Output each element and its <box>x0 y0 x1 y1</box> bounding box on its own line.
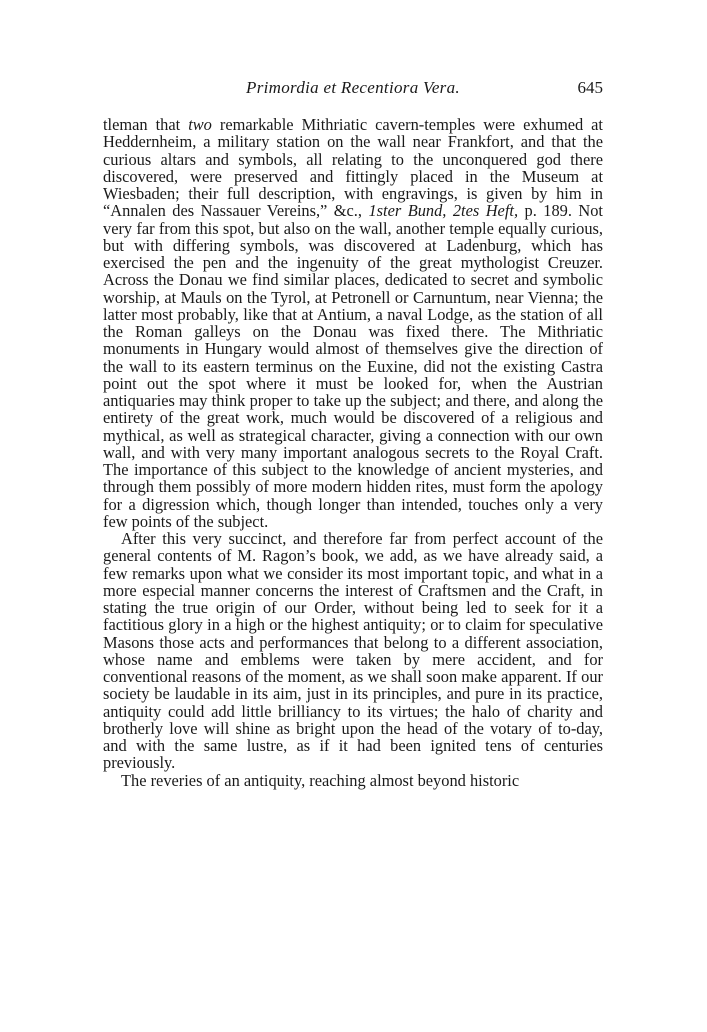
text-run: p. 189. Not very far from this spot, but also on the wall, another temple equally curious, but with differing symbols, was discovered at Ladenburg, which has exercised the pen and the ingenuity of the great mythologist Creuzer. Across the Donau we find similar places, dedicated to secret and symbolic worship, at Mauls on the Tyrol, at Petronell or Carnuntum, near Vienna; the latter most probably, like that at Antium, a naval Lodge, as the station of all the Roman galleys on the Donau was fixed there. The Mithriatic monuments in Hungary would almost of themselves give the direction of the wall to its eastern terminus on the Euxine, did not the existing Castra point out the spot where it must be looked for, when the Austrian antiquaries may think proper to take up the subject; and there, and along the entirety of the great work, much would be discovered of a religious and mythical, as well as strategical character, giving a connection with our own wall, and with very many important analogous secrets to the Royal Craft. The importance of this subject to the knowledge of ancient mysteries, and through them possibly of more modern hidden rites, must form the apology for a digression which, though longer than intended, touches only a very few points of the subject. <box>103 201 603 531</box>
text-run: tleman that <box>103 115 189 134</box>
page-number: 645 <box>577 78 603 97</box>
paragraph-continued <box>103 116 603 530</box>
italic-text: two <box>188 115 212 134</box>
text-run: remarkable Mithriatic cavern-temples were exhumed at Heddernheim, a military station on the wall near Frankfort, and that the curious altars and symbols, all relating to the unconquered god there discovered, were preserved and fittingly placed in the Museum at Wiesbaden; their full description, with engravings, is given by him in “Annalen des Nassauer Vereins,” &c., <box>103 115 603 221</box>
body-text <box>103 116 603 789</box>
paragraph-reveries: The reveries of an antiquity, reaching almost beyond historic <box>121 770 520 790</box>
running-head <box>103 78 603 102</box>
italic-citation: 1ster Bund, 2tes Heft, <box>368 201 519 221</box>
paragraph-account: After this very succinct, and therefore far from perfect account of the general contents of M. Ragon’s book, we add, as we have already said, a few remarks upon what we consider its most important topic, and what in a more especial manner concerns the interest of Craftsmen and the Craft, in stating the true origin of our Order, without being led to seek for it a factitious glory in a high or the highest antiquity; or to claim for speculative Masons those acts and performances that belong to a different association, whose name and emblems were taken by mere accident, and for conventional reasons of the moment, as we shall soon make apparent. If our society be laudable in its aim, just in its principles, and pure in its practice, antiquity could add little brilliancy to its virtues; the halo of charity and brotherly love will shine as bright upon the head of the votary of to-day, and with the same lustre, as if it had been ignited tens of centuries previously. <box>103 529 603 773</box>
running-title: Primordia et Recentiora Vera. <box>246 78 460 97</box>
